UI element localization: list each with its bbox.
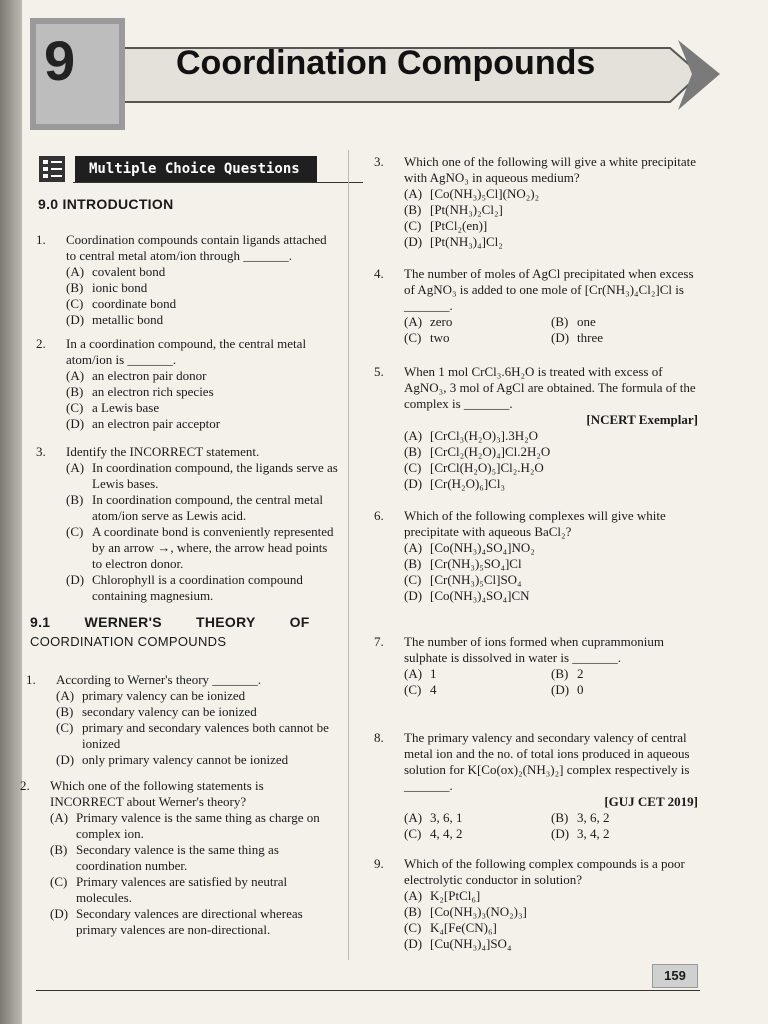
question-r8: 8. The primary valency and secondary valency of central metal ion and the no. of total ions produced in aqueous solution for K[Co(ox)₂(NH₃)₂] complex respectively is _______. [GUJ CET 2019] (A) 3, 6, 1 (B) 3, 6, 2 (C) 4, 4, 2 (D) 3, 4, 2 [374,730,698,841]
question-r4: 4. The number of moles of AgCl precipitated when excess of AgNO₃ is added to one mole of [Cr(NH₃)₄Cl₂]Cl is _______. (A) zero (B) one (C) two (D) three [374,266,694,345]
column-divider [348,150,349,960]
question-r7: 7. The number of ions formed when cuprammonium sulphate is dissolved in water is _______. (A) 1 (B) 2 (C) 4 (D) 0 [374,634,664,697]
chapter-number: 9 [44,29,76,92]
werner-question-2: 2. Which one of the following statements is INCORRECT about Werner's theory? (A) Primary valence is the same thing as charge on complex ion. (B) Secondary valence is the same thing as coordination number. (C) Primary valences are satisfied by neutral molecules. (D) Secondary valences are directional whereas primary valences are non-directional. [20,778,320,937]
list-icon [37,154,69,186]
section-9-0: 9.0 INTRODUCTION [38,196,174,212]
mcq-heading: Multiple Choice Questions [75,156,317,182]
page-number: 159 [652,964,698,988]
mcq-heading-box [37,150,329,186]
question-r3: 3. Which one of the following will give a white precipitate with AgNO₃ in aqueous medium? (A) [Co(NH₃)₅Cl](NO₂)₂ (B) [Pt(NH₃)₂Cl₂] (C) [PtCl₂(en)] (D) [Pt(NH₃)₄]Cl₂ [374,154,697,249]
question-r9: 9. Which of the following complex compounds is a poor electrolytic conductor in solution? (A) K₂[PtCl₆] (B) [Co(NH₃)₃(NO₂)₃] (C) K₄[Fe(CN)₆] (D) [Cu(NH₃)₄]SO₄ [374,856,685,951]
question-3: 3. Identify the INCORRECT statement. (A) In coordination compound, the ligands serve as Lewis bases. (B) In coordination compound, the central metal atom/ion serve as Lewis acid. (C) A coordinate bond is conveniently represented by an arrow →, where, the arrow head points to electron donor. (D) Chlorophyll is a coordination compound containing magnesium. [36,444,338,603]
section-9-1: 9.1 WERNER'S THEORY OF COORDINATION COMPOUNDS [30,614,310,649]
chapter-title: Coordination Compounds [176,44,596,82]
question-r6: 6. Which of the following complexes will give white precipitate with aqueous BaCl₂? (A) [Co(NH₃)₄SO₄]NO₂ (B) [Cr(NH₃)₅SO₄]Cl (C) [Cr(NH₃)₅Cl]SO₄ (D) [Co(NH₃)₄SO₄]CN [374,508,666,603]
question-1: 1. Coordination compounds contain ligands attached to central metal atom/ion through _______. (A) covalent bond (B) ionic bond (C) coordinate bond (D) metallic bond [36,232,327,327]
footer-rule [36,990,700,991]
werner-question-1: 1. According to Werner's theory _______. (A) primary valency can be ionized (B) secondary valency can be ionized (C) primary and secondary valences both cannot be ionized (D) only primary valency cannot be ionized [26,672,329,767]
question-r5: 5. When 1 mol CrCl₃.6H₂O is treated with excess of AgNO₃, 3 mol of AgCl are obtained. The formula of the complex is _______. [NCERT Exemplar] (A) [CrCl₃(H₂O)₃].3H₂O (B) [CrCl₂(H₂O)₄]Cl.2H₂O (C) [CrCl(H₂O)₅]Cl₂.H₂O (D) [Cr(H₂O)₆]Cl₃ [374,364,698,491]
question-2: 2. In a coordination compound, the central metal atom/ion is _______. (A) an electron pair donor (B) an electron rich species (C) a Lewis base (D) an electron pair acceptor [36,336,307,431]
